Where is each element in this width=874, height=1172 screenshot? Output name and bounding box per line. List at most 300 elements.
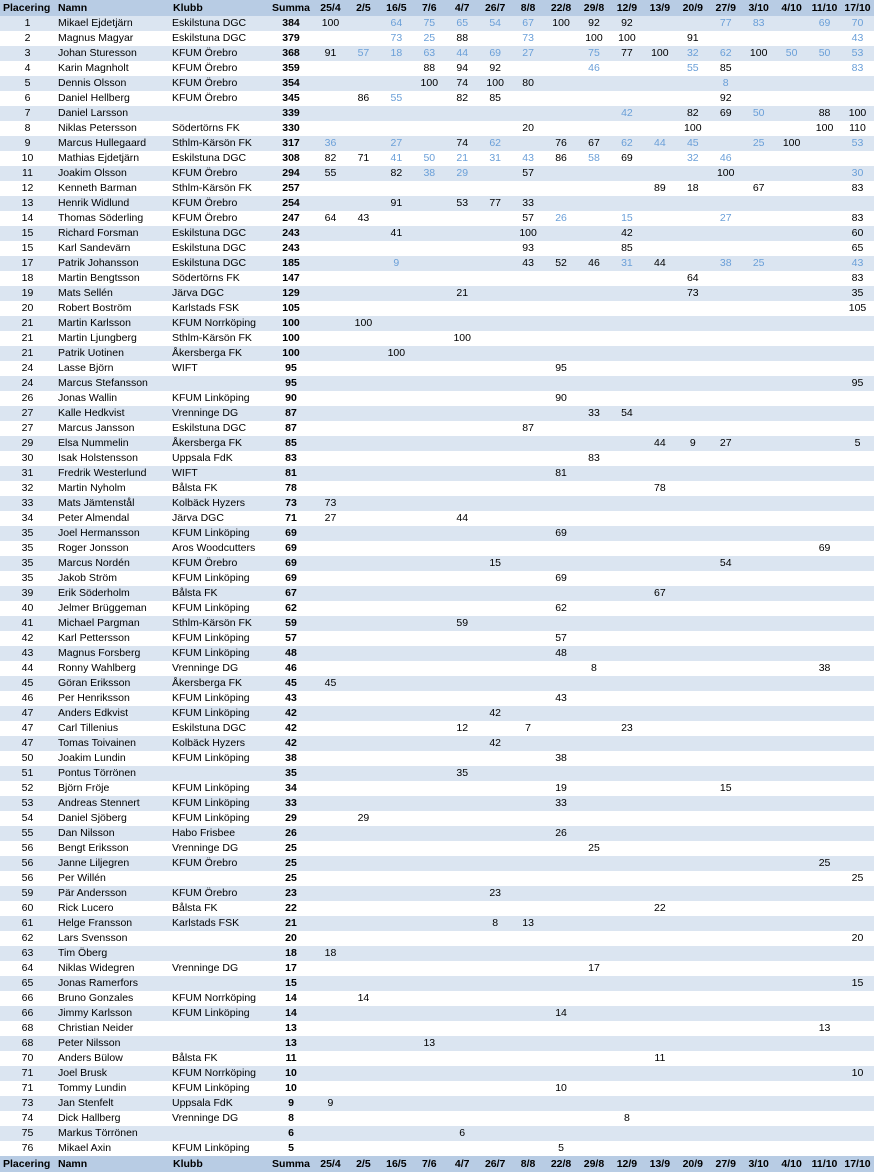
event-score-cell: 100 <box>676 121 709 136</box>
event-score-cell <box>413 346 446 361</box>
event-score-cell <box>545 1066 578 1081</box>
player-name-cell: Henrik Widlund <box>55 196 170 211</box>
event-score-cell <box>545 106 578 121</box>
event-score-cell <box>841 526 874 541</box>
event-score-cell <box>314 916 347 931</box>
event-score-cell <box>314 256 347 271</box>
total-score-cell: 67 <box>268 586 314 601</box>
event-score-cell <box>841 826 874 841</box>
event-score-cell: 5 <box>841 436 874 451</box>
event-score-cell <box>841 511 874 526</box>
total-score-cell: 105 <box>268 301 314 316</box>
event-score-cell <box>775 181 808 196</box>
event-score-cell <box>841 541 874 556</box>
event-score-cell <box>347 691 380 706</box>
event-score-cell <box>709 1006 742 1021</box>
event-score-cell <box>808 976 841 991</box>
table-row <box>0 511 874 526</box>
event-score-cell <box>610 466 643 481</box>
event-score-cell <box>413 871 446 886</box>
club-cell: Södertörns FK <box>170 121 268 136</box>
event-score-cell <box>775 466 808 481</box>
event-score-cell <box>841 1081 874 1096</box>
table-row <box>0 676 874 691</box>
event-score-cell <box>446 811 479 826</box>
event-score-cell <box>578 226 611 241</box>
event-score-cell <box>643 1141 676 1156</box>
event-score-cell <box>676 376 709 391</box>
event-score-cell: 100 <box>808 121 841 136</box>
event-score-cell: 67 <box>578 136 611 151</box>
event-score-cell <box>643 646 676 661</box>
event-score-cell <box>742 781 775 796</box>
column-header-event-date: 8/8 <box>512 0 545 16</box>
event-score-cell <box>742 826 775 841</box>
player-name-cell: Rick Lucero <box>55 901 170 916</box>
event-score-cell <box>413 856 446 871</box>
event-score-cell <box>314 1066 347 1081</box>
total-score-cell: 379 <box>268 31 314 46</box>
event-score-cell <box>610 991 643 1006</box>
event-score-cell <box>347 76 380 91</box>
event-score-cell <box>545 976 578 991</box>
event-score-cell: 69 <box>545 526 578 541</box>
event-score-cell <box>808 91 841 106</box>
event-score-cell <box>578 1006 611 1021</box>
event-score-cell: 35 <box>841 286 874 301</box>
table-row <box>0 496 874 511</box>
event-score-cell <box>775 316 808 331</box>
player-name-cell: Patrik Uotinen <box>55 346 170 361</box>
event-score-cell <box>380 796 413 811</box>
event-score-cell <box>413 631 446 646</box>
table-row <box>0 961 874 976</box>
event-score-cell <box>709 1081 742 1096</box>
column-header-event-date: 26/7 <box>479 0 512 16</box>
event-score-cell <box>347 301 380 316</box>
event-score-cell <box>775 841 808 856</box>
event-score-cell: 80 <box>512 76 545 91</box>
event-score-cell <box>413 1051 446 1066</box>
event-score-cell <box>742 1066 775 1081</box>
event-score-cell: 11 <box>643 1051 676 1066</box>
event-score-cell: 44 <box>643 256 676 271</box>
event-score-cell <box>512 376 545 391</box>
event-score-cell <box>512 841 545 856</box>
event-score-cell <box>775 811 808 826</box>
event-score-cell <box>808 301 841 316</box>
event-score-cell <box>545 451 578 466</box>
event-score-cell <box>446 871 479 886</box>
event-score-cell <box>709 1036 742 1051</box>
event-score-cell <box>643 346 676 361</box>
event-score-cell <box>545 226 578 241</box>
event-score-cell <box>742 1141 775 1156</box>
event-score-cell <box>742 121 775 136</box>
player-name-cell: Mikael Axin <box>55 1141 170 1156</box>
event-score-cell <box>676 346 709 361</box>
event-score-cell <box>347 526 380 541</box>
event-score-cell <box>808 721 841 736</box>
event-score-cell <box>610 826 643 841</box>
event-score-cell <box>676 451 709 466</box>
placement-cell: 8 <box>0 121 55 136</box>
player-name-cell: Markus Törrönen <box>55 1126 170 1141</box>
club-cell: Eskilstuna DGC <box>170 16 268 31</box>
event-score-cell <box>479 1081 512 1096</box>
event-score-cell: 33 <box>578 406 611 421</box>
event-score-cell <box>347 616 380 631</box>
event-score-cell <box>775 916 808 931</box>
event-score-cell <box>643 541 676 556</box>
event-score-cell <box>347 196 380 211</box>
table-row <box>0 361 874 376</box>
event-score-cell: 9 <box>676 436 709 451</box>
event-score-cell: 67 <box>512 16 545 31</box>
event-score-cell <box>742 601 775 616</box>
event-score-cell: 27 <box>709 211 742 226</box>
placement-cell: 21 <box>0 316 55 331</box>
event-score-cell <box>413 511 446 526</box>
event-score-cell <box>479 271 512 286</box>
event-score-cell <box>413 496 446 511</box>
event-score-cell <box>610 616 643 631</box>
club-cell: WIFT <box>170 361 268 376</box>
event-score-cell <box>841 1051 874 1066</box>
event-score-cell: 83 <box>841 211 874 226</box>
total-score-cell: 46 <box>268 661 314 676</box>
event-score-cell <box>314 316 347 331</box>
event-score-cell: 44 <box>446 511 479 526</box>
player-name-cell: Bengt Eriksson <box>55 841 170 856</box>
event-score-cell: 38 <box>709 256 742 271</box>
event-score-cell <box>545 916 578 931</box>
event-score-cell <box>413 616 446 631</box>
event-score-cell <box>446 256 479 271</box>
event-score-cell <box>413 1066 446 1081</box>
event-score-cell <box>347 1006 380 1021</box>
event-score-cell <box>742 541 775 556</box>
event-score-cell <box>347 1066 380 1081</box>
event-score-cell: 92 <box>578 16 611 31</box>
event-score-cell <box>775 541 808 556</box>
event-score-cell <box>578 301 611 316</box>
event-score-cell <box>512 136 545 151</box>
event-score-cell <box>413 421 446 436</box>
event-score-cell <box>347 541 380 556</box>
event-score-cell <box>742 1096 775 1111</box>
event-score-cell <box>380 1021 413 1036</box>
placement-cell: 33 <box>0 496 55 511</box>
event-score-cell <box>380 751 413 766</box>
event-score-cell <box>314 1126 347 1141</box>
event-score-cell <box>643 526 676 541</box>
event-score-cell <box>380 436 413 451</box>
event-score-cell <box>347 571 380 586</box>
total-score-cell: 257 <box>268 181 314 196</box>
event-score-cell: 27 <box>512 46 545 61</box>
event-score-cell <box>380 526 413 541</box>
event-score-cell <box>709 496 742 511</box>
event-score-cell <box>380 466 413 481</box>
event-score-cell <box>808 1006 841 1021</box>
event-score-cell <box>380 661 413 676</box>
table-row <box>0 991 874 1006</box>
event-score-cell <box>742 436 775 451</box>
event-score-cell <box>676 901 709 916</box>
event-score-cell <box>808 346 841 361</box>
event-score-cell: 15 <box>841 976 874 991</box>
event-score-cell <box>775 361 808 376</box>
event-score-cell <box>808 586 841 601</box>
event-score-cell <box>545 1051 578 1066</box>
event-score-cell <box>314 196 347 211</box>
event-score-cell <box>578 976 611 991</box>
event-score-cell <box>413 331 446 346</box>
event-score-cell <box>380 871 413 886</box>
event-score-cell <box>578 946 611 961</box>
total-score-cell: 185 <box>268 256 314 271</box>
event-score-cell <box>314 436 347 451</box>
event-score-cell <box>380 271 413 286</box>
player-name-cell: Marcus Nordén <box>55 556 170 571</box>
event-score-cell <box>413 196 446 211</box>
event-score-cell <box>709 616 742 631</box>
event-score-cell <box>578 181 611 196</box>
event-score-cell <box>643 931 676 946</box>
club-cell <box>170 976 268 991</box>
event-score-cell: 91 <box>676 31 709 46</box>
event-score-cell <box>808 286 841 301</box>
event-score-cell <box>347 631 380 646</box>
event-score-cell <box>479 511 512 526</box>
event-score-cell <box>676 871 709 886</box>
event-score-cell <box>742 226 775 241</box>
event-score-cell: 55 <box>314 166 347 181</box>
event-score-cell <box>512 691 545 706</box>
event-score-cell <box>413 961 446 976</box>
placement-cell: 7 <box>0 106 55 121</box>
event-score-cell <box>610 631 643 646</box>
event-score-cell <box>314 1006 347 1021</box>
event-score-cell: 91 <box>314 46 347 61</box>
event-score-cell <box>775 1111 808 1126</box>
event-score-cell <box>479 1021 512 1036</box>
event-score-cell <box>676 751 709 766</box>
event-score-cell <box>610 511 643 526</box>
event-score-cell: 42 <box>479 736 512 751</box>
event-score-cell <box>643 811 676 826</box>
club-cell: KFUM Örebro <box>170 886 268 901</box>
event-score-cell <box>841 451 874 466</box>
event-score-cell <box>808 1126 841 1141</box>
event-score-cell <box>709 796 742 811</box>
event-score-cell <box>578 526 611 541</box>
player-name-cell: Martin Karlsson <box>55 316 170 331</box>
event-score-cell <box>742 286 775 301</box>
event-score-cell <box>578 991 611 1006</box>
event-score-cell: 76 <box>545 136 578 151</box>
event-score-cell <box>775 721 808 736</box>
event-score-cell: 100 <box>643 46 676 61</box>
event-score-cell <box>709 826 742 841</box>
event-score-cell <box>808 61 841 76</box>
event-score-cell <box>775 571 808 586</box>
event-score-cell <box>709 271 742 286</box>
event-score-cell <box>347 721 380 736</box>
event-score-cell: 14 <box>545 1006 578 1021</box>
event-score-cell: 64 <box>380 16 413 31</box>
event-score-cell <box>413 841 446 856</box>
event-score-cell: 43 <box>841 31 874 46</box>
footer-column-header-klubb: Klubb <box>170 1156 268 1172</box>
event-score-cell <box>380 106 413 121</box>
event-score-cell <box>643 631 676 646</box>
event-score-cell <box>314 31 347 46</box>
event-score-cell <box>808 391 841 406</box>
event-score-cell <box>709 646 742 661</box>
total-score-cell: 29 <box>268 811 314 826</box>
event-score-cell: 25 <box>413 31 446 46</box>
event-score-cell <box>413 1126 446 1141</box>
event-score-cell <box>643 826 676 841</box>
event-score-cell <box>643 1111 676 1126</box>
event-score-cell <box>314 91 347 106</box>
event-score-cell: 65 <box>446 16 479 31</box>
event-score-cell <box>808 841 841 856</box>
event-score-cell <box>314 811 347 826</box>
club-cell: Uppsala FdK <box>170 451 268 466</box>
event-score-cell: 85 <box>479 91 512 106</box>
club-cell <box>170 931 268 946</box>
event-score-cell <box>479 1111 512 1126</box>
event-score-cell <box>578 241 611 256</box>
event-score-cell: 100 <box>545 16 578 31</box>
event-score-cell <box>841 676 874 691</box>
event-score-cell <box>775 406 808 421</box>
event-score-cell <box>578 871 611 886</box>
event-score-cell <box>347 241 380 256</box>
event-score-cell <box>742 91 775 106</box>
event-score-cell <box>676 616 709 631</box>
event-score-cell <box>841 991 874 1006</box>
event-score-cell <box>545 556 578 571</box>
club-cell: KFUM Linköping <box>170 781 268 796</box>
club-cell: Uppsala FdK <box>170 1096 268 1111</box>
event-score-cell <box>808 136 841 151</box>
table-row <box>0 286 874 301</box>
column-header-event-date: 11/10 <box>808 0 841 16</box>
event-score-cell: 77 <box>610 46 643 61</box>
event-score-cell <box>578 361 611 376</box>
event-score-cell <box>578 826 611 841</box>
event-score-cell <box>709 811 742 826</box>
event-score-cell <box>314 766 347 781</box>
event-score-cell <box>512 661 545 676</box>
event-score-cell <box>742 496 775 511</box>
event-score-cell <box>380 1066 413 1081</box>
event-score-cell <box>479 871 512 886</box>
event-score-cell <box>742 811 775 826</box>
table-row <box>0 16 874 31</box>
event-score-cell <box>610 391 643 406</box>
total-score-cell: 243 <box>268 226 314 241</box>
event-score-cell <box>512 631 545 646</box>
club-cell: Eskilstuna DGC <box>170 151 268 166</box>
event-score-cell <box>643 61 676 76</box>
footer-column-header-event-date: 17/10 <box>841 1156 874 1172</box>
event-score-cell <box>676 931 709 946</box>
event-score-cell <box>841 496 874 511</box>
event-score-cell <box>742 691 775 706</box>
event-score-cell <box>512 481 545 496</box>
event-score-cell <box>841 631 874 646</box>
placement-cell: 66 <box>0 1006 55 1021</box>
event-score-cell <box>578 1126 611 1141</box>
event-score-cell <box>446 571 479 586</box>
player-name-cell: Magnus Magyar <box>55 31 170 46</box>
placement-cell: 32 <box>0 481 55 496</box>
event-score-cell <box>314 1141 347 1156</box>
player-name-cell: Martin Bengtsson <box>55 271 170 286</box>
event-score-cell <box>347 961 380 976</box>
footer-column-header-event-date: 20/9 <box>676 1156 709 1172</box>
event-score-cell <box>610 376 643 391</box>
event-score-cell: 100 <box>841 106 874 121</box>
event-score-cell <box>413 736 446 751</box>
table-row <box>0 1066 874 1081</box>
event-score-cell <box>676 211 709 226</box>
footer-column-header-event-date: 12/9 <box>610 1156 643 1172</box>
event-score-cell <box>446 601 479 616</box>
total-score-cell: 13 <box>268 1036 314 1051</box>
club-cell: KFUM Örebro <box>170 556 268 571</box>
event-score-cell <box>479 286 512 301</box>
event-score-cell <box>512 976 545 991</box>
event-score-cell <box>578 541 611 556</box>
event-score-cell <box>446 691 479 706</box>
event-score-cell <box>545 91 578 106</box>
event-score-cell: 44 <box>643 436 676 451</box>
total-score-cell: 26 <box>268 826 314 841</box>
event-score-cell <box>676 571 709 586</box>
event-score-cell <box>347 676 380 691</box>
event-score-cell <box>841 916 874 931</box>
event-score-cell <box>314 646 347 661</box>
table-row <box>0 151 874 166</box>
event-score-cell <box>446 346 479 361</box>
event-score-cell <box>446 421 479 436</box>
event-score-cell <box>742 901 775 916</box>
event-score-cell <box>380 211 413 226</box>
event-score-cell <box>610 691 643 706</box>
column-header-event-date: 2/5 <box>347 0 380 16</box>
player-name-cell: Jonas Wallin <box>55 391 170 406</box>
player-name-cell: Daniel Hellberg <box>55 91 170 106</box>
event-score-cell <box>808 361 841 376</box>
event-score-cell <box>380 676 413 691</box>
event-score-cell <box>446 976 479 991</box>
total-score-cell: 247 <box>268 211 314 226</box>
event-score-cell <box>676 796 709 811</box>
table-row <box>0 1111 874 1126</box>
event-score-cell: 77 <box>479 196 512 211</box>
event-score-cell <box>841 346 874 361</box>
event-score-cell: 48 <box>545 646 578 661</box>
event-score-cell <box>347 361 380 376</box>
event-score-cell <box>775 226 808 241</box>
table-row <box>0 1081 874 1096</box>
